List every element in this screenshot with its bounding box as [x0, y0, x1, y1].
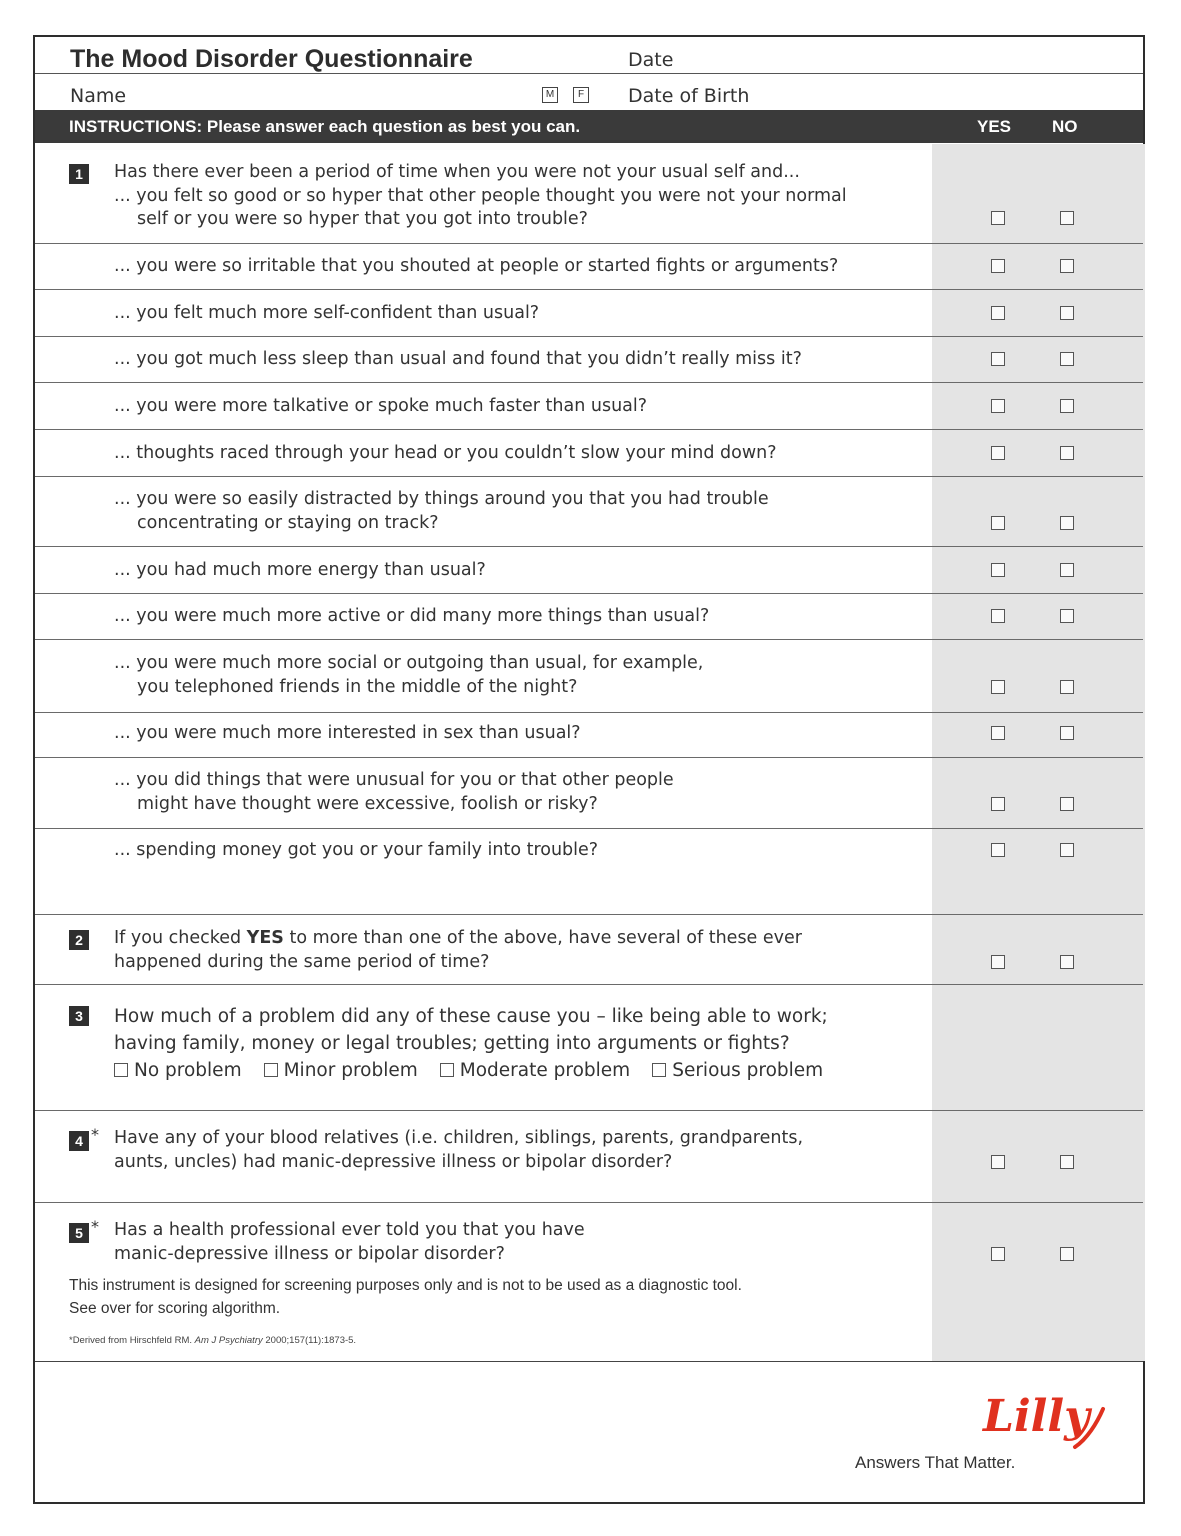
question-text-line: you telephoned friends in the middle of the night? [137, 676, 578, 697]
q1-item13-yes-checkbox[interactable] [991, 843, 1005, 857]
q1-item8-yes-checkbox[interactable] [991, 563, 1005, 577]
question-text-line: ... you were much more active or did many more things than usual? [114, 606, 710, 626]
yes-column-header: YES [977, 117, 1012, 136]
question-number-4: 4 [69, 1131, 89, 1151]
question-5-asterisk: * [91, 1217, 99, 1236]
citation-details: 2000;157(11):1873-5. [262, 1335, 357, 1346]
q5-yes-checkbox[interactable] [991, 1247, 1005, 1261]
question-2-yes-emphasis: YES [246, 928, 284, 948]
question-number-2: 2 [69, 930, 89, 950]
section-divider [35, 1110, 1143, 1111]
question-text-line: ... you felt so good or so hyper that other people thought you were not your normal [114, 185, 847, 206]
option-minor-problem[interactable] [264, 1057, 418, 1084]
q1-item3-yes-checkbox[interactable] [991, 306, 1005, 320]
question-2 [114, 927, 802, 974]
question-1-item-6 [114, 442, 777, 466]
sex-f-box[interactable]: F [573, 87, 589, 103]
lilly-wordmark: Lilly [983, 1391, 1090, 1442]
question-3 [114, 1003, 845, 1084]
q1-item5-yes-checkbox[interactable] [991, 399, 1005, 413]
question-text-line: ... you were so easily distracted by things around you that you had trouble [114, 489, 769, 509]
q2-no-checkbox[interactable] [1060, 955, 1074, 969]
q1-item12-no-checkbox[interactable] [1060, 797, 1074, 811]
question-text-line: manic-depressive illness or bipolar disorder? [114, 1243, 505, 1264]
question-text-line: ... you felt much more self-confident than usual? [114, 303, 540, 323]
q1-item13-no-checkbox[interactable] [1060, 843, 1074, 857]
screening-disclaimer [69, 1274, 742, 1320]
row-divider [35, 429, 1143, 430]
row-divider [35, 757, 1143, 758]
row-divider [35, 639, 1143, 640]
citation [69, 1335, 356, 1346]
q1-item2-yes-checkbox[interactable] [991, 259, 1005, 273]
row-divider [35, 593, 1143, 594]
q1-item3-no-checkbox[interactable] [1060, 306, 1074, 320]
section-divider [35, 984, 1143, 985]
question-5 [114, 1219, 585, 1266]
q1-item8-no-checkbox[interactable] [1060, 563, 1074, 577]
option-label: Moderate problem [459, 1060, 631, 1081]
checkbox-icon [652, 1063, 666, 1077]
question-text-line: ... you were so irritable that you shouted at people or started fights or arguments? [114, 256, 839, 276]
question-text-line: How much of a problem did any of these cause you – like being able to work; [114, 1006, 828, 1027]
answer-column-shading [932, 144, 1145, 1361]
row-divider [35, 712, 1143, 713]
question-1-item-2 [114, 255, 838, 279]
sex-m-box[interactable]: M [542, 87, 558, 103]
questionnaire-form [33, 35, 1145, 1504]
q1-item6-no-checkbox[interactable] [1060, 446, 1074, 460]
question-1-item-12 [114, 769, 674, 816]
question-1-item-7 [114, 488, 769, 535]
lilly-signature-icon [975, 1379, 1115, 1457]
row-divider [35, 546, 1143, 547]
page-title: The Mood Disorder Questionnaire [70, 45, 473, 73]
question-text-line: happened during the same period of time? [114, 951, 490, 972]
question-1-intro: Has there ever been a period of time when you were not your usual self and... [114, 162, 800, 182]
question-text-line: ... you were much more social or outgoing than usual, for example, [114, 653, 704, 673]
question-text-line: ... you did things that were unusual for you or that other people [114, 770, 674, 790]
citation-journal: Am J Psychiatry [194, 1335, 263, 1346]
option-no-problem[interactable] [114, 1057, 242, 1084]
q1-item2-no-checkbox[interactable] [1060, 259, 1074, 273]
lilly-logo [975, 1379, 1115, 1461]
option-serious-problem[interactable] [652, 1057, 823, 1084]
question-text-line: ... spending money got you or your family into trouble? [114, 840, 599, 860]
row-divider [35, 382, 1143, 383]
q1-item7-no-checkbox[interactable] [1060, 516, 1074, 530]
q4-no-checkbox[interactable] [1060, 1155, 1074, 1169]
q1-item10-no-checkbox[interactable] [1060, 680, 1074, 694]
row-divider [35, 243, 1143, 244]
q1-item11-no-checkbox[interactable] [1060, 726, 1074, 740]
header-divider [35, 73, 1143, 74]
q4-yes-checkbox[interactable] [991, 1155, 1005, 1169]
question-text-line: might have thought were excessive, foolish or risky? [137, 793, 598, 814]
no-column-header: NO [1052, 117, 1078, 136]
scoring-note: See over for scoring algorithm. [69, 1300, 281, 1317]
name-label: Name [70, 85, 127, 107]
q1-item10-yes-checkbox[interactable] [991, 680, 1005, 694]
question-text-line: ... you got much less sleep than usual and found that you didn’t really miss it? [114, 349, 802, 369]
row-divider [35, 289, 1143, 290]
q1-item9-yes-checkbox[interactable] [991, 609, 1005, 623]
question-1-item-4 [114, 348, 802, 372]
question-text-line: having family, money or legal troubles; getting into arguments or fights? [114, 1033, 790, 1054]
question-2-text-post: to more than one of the above, have several of these ever [283, 928, 802, 948]
q5-no-checkbox[interactable] [1060, 1247, 1074, 1261]
question-text-line: ... you were much more interested in sex than usual? [114, 723, 581, 743]
question-1-item-9 [114, 605, 709, 629]
option-label: Minor problem [283, 1060, 418, 1081]
question-4 [114, 1127, 803, 1174]
question-text-line: aunts, uncles) had manic-depressive illness or bipolar disorder? [114, 1151, 673, 1172]
q1-item4-no-checkbox[interactable] [1060, 352, 1074, 366]
question-1-item-10 [114, 652, 703, 699]
option-moderate-problem[interactable] [440, 1057, 630, 1084]
q1-item6-yes-checkbox[interactable] [991, 446, 1005, 460]
question-text-line: ... thoughts raced through your head or you couldn’t slow your mind down? [114, 443, 777, 463]
question-text-line: Has a health professional ever told you that you have [114, 1220, 585, 1240]
question-text-line: Have any of your blood relatives (i.e. children, siblings, parents, grandparents, [114, 1128, 804, 1148]
dob-label: Date of Birth [628, 85, 750, 107]
question-text-line: ... you had much more energy than usual? [114, 560, 486, 580]
checkbox-icon [114, 1063, 128, 1077]
option-label: No problem [134, 1060, 242, 1081]
q1-item7-yes-checkbox[interactable] [991, 516, 1005, 530]
q1-item1-no-checkbox[interactable] [1060, 211, 1074, 225]
q1-item4-yes-checkbox[interactable] [991, 352, 1005, 366]
checkbox-icon [264, 1063, 278, 1077]
question-text-line: concentrating or staying on track? [137, 512, 439, 533]
q1-item1-yes-checkbox[interactable] [991, 211, 1005, 225]
checkbox-icon [440, 1063, 454, 1077]
question-text-line: ... you were more talkative or spoke much faster than usual? [114, 396, 648, 416]
question-number-5: 5 [69, 1223, 89, 1243]
question-4-asterisk: * [91, 1125, 99, 1144]
citation-text: *Derived from Hirschfeld RM. [69, 1335, 195, 1346]
q2-yes-checkbox[interactable] [991, 955, 1005, 969]
row-divider [35, 828, 1143, 829]
question-1-item-1 [114, 161, 847, 232]
option-label: Serious problem [672, 1060, 824, 1081]
question-text-line: self or you were so hyper that you got into trouble? [137, 209, 588, 229]
row-divider [35, 476, 1143, 477]
date-label: Date [628, 49, 674, 71]
q1-item9-no-checkbox[interactable] [1060, 609, 1074, 623]
question-2-text-pre: If you checked [114, 928, 247, 948]
disclaimer-line: This instrument is designed for screening purposes only and is not to be used as a diagnostic tool. [69, 1277, 742, 1294]
question-1-item-3 [114, 302, 539, 326]
q1-item5-no-checkbox[interactable] [1060, 399, 1074, 413]
q1-item12-yes-checkbox[interactable] [991, 797, 1005, 811]
question-1-item-8 [114, 559, 486, 583]
brand-tagline: Answers That Matter. [855, 1453, 1016, 1472]
row-divider [35, 336, 1143, 337]
instructions-bar [35, 110, 1143, 143]
footer-divider [35, 1361, 1143, 1362]
section-divider [35, 1202, 1143, 1203]
problem-options [114, 1057, 845, 1084]
question-1-item-5 [114, 395, 647, 419]
q1-item11-yes-checkbox[interactable] [991, 726, 1005, 740]
section-divider [35, 914, 1143, 915]
question-1-item-11 [114, 722, 581, 746]
question-text-line [114, 927, 802, 951]
question-number-3: 3 [69, 1006, 89, 1026]
question-1-item-13 [114, 839, 598, 863]
instructions-text: INSTRUCTIONS: Please answer each question as best you can. [69, 117, 581, 136]
question-number-1: 1 [69, 164, 89, 184]
